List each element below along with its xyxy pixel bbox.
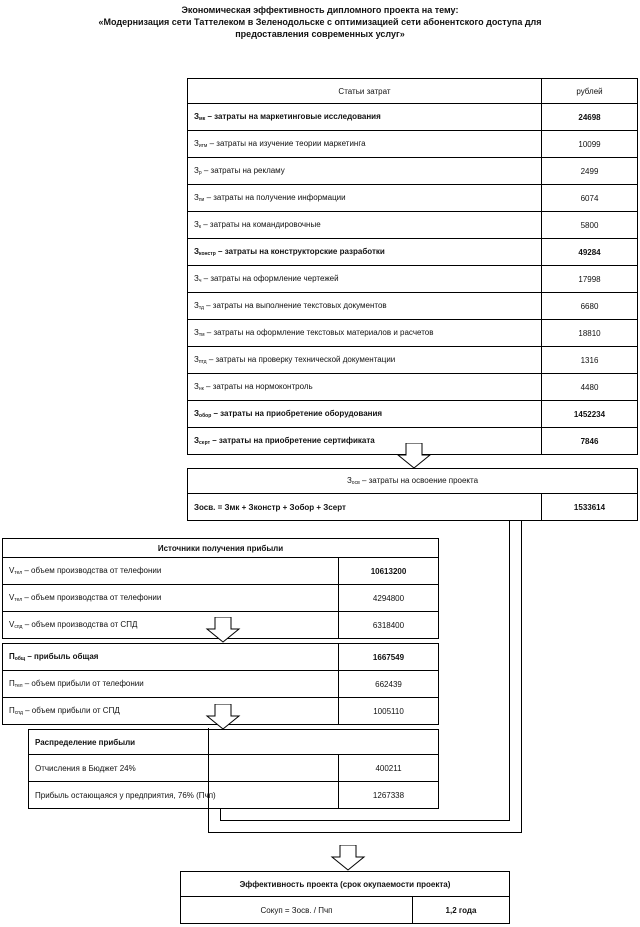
symbol: З bbox=[194, 274, 199, 283]
symbol-subscript: спд bbox=[14, 624, 23, 630]
cost-item bbox=[188, 266, 542, 293]
connector-inner-bottom bbox=[220, 820, 510, 821]
cost-item bbox=[188, 212, 542, 239]
total-formula: Зосв. = Змк + Зконстр + Зобор + Зсерт bbox=[188, 494, 542, 521]
label-text: – затраты на получение информации bbox=[204, 193, 346, 202]
label-text: – затраты на маркетинговые исследования bbox=[205, 112, 381, 121]
revenue-value: 4294800 bbox=[339, 585, 439, 612]
cost-item bbox=[188, 347, 542, 374]
cost-value: 1316 bbox=[542, 347, 638, 374]
revenue-item bbox=[3, 558, 339, 585]
label-text: – затраты на конструкторские разработки bbox=[215, 247, 385, 256]
cost-row bbox=[188, 158, 638, 185]
down-arrow-icon bbox=[396, 443, 432, 469]
distribution-item: Отчисления в Бюджет 24% bbox=[29, 755, 339, 782]
distribution-row bbox=[29, 782, 439, 809]
total-subscript: осв bbox=[351, 480, 360, 486]
cost-item bbox=[188, 104, 542, 131]
cost-row bbox=[188, 320, 638, 347]
label-text: – объем производства от телефонии bbox=[22, 593, 162, 602]
profit-item bbox=[3, 698, 339, 725]
document-title-line2: «Модернизация сети Таттелеком в Зеленодольске с оптимизацией сети абонентского доступа для bbox=[98, 17, 542, 27]
costs-header-value: рублей bbox=[542, 79, 638, 104]
symbol-subscript: констр bbox=[199, 251, 216, 257]
cost-value: 7846 bbox=[542, 428, 638, 455]
label-text: – затраты на приобретение сертификата bbox=[210, 436, 375, 445]
total-symbol: З bbox=[346, 476, 352, 485]
symbol-subscript: тм bbox=[198, 332, 205, 338]
symbol-subscript: мк bbox=[199, 116, 206, 122]
symbol-subscript: тел bbox=[14, 597, 23, 603]
symbol: З bbox=[194, 247, 200, 256]
label-text: – затраты на проверку технической документации bbox=[206, 355, 396, 364]
symbol-subscript: нк bbox=[198, 386, 204, 392]
label-text: – затраты на оформление текстовых материалов и расчетов bbox=[204, 328, 434, 337]
profit-item bbox=[3, 644, 339, 671]
symbol-subscript: ч bbox=[198, 278, 202, 284]
symbol: З bbox=[194, 139, 199, 148]
cost-item bbox=[188, 374, 542, 401]
label-text: – объем прибыли от СПД bbox=[22, 706, 120, 715]
total-label bbox=[188, 469, 638, 494]
symbol: З bbox=[194, 112, 200, 121]
symbol-subscript: тд bbox=[198, 305, 204, 311]
symbol-subscript: р bbox=[198, 170, 202, 176]
profit-row bbox=[3, 644, 439, 671]
cost-row bbox=[188, 185, 638, 212]
efficiency-table bbox=[180, 871, 510, 924]
label-text: – объем прибыли от телефонии bbox=[22, 679, 144, 688]
cost-value: 17998 bbox=[542, 266, 638, 293]
connector-inner-left bbox=[220, 808, 221, 820]
symbol: З bbox=[194, 301, 199, 310]
symbol-subscript: тел bbox=[14, 570, 23, 576]
cost-value: 24698 bbox=[542, 104, 638, 131]
symbol-subscript: к bbox=[198, 224, 202, 230]
symbol: З bbox=[194, 220, 199, 229]
down-arrow-icon bbox=[205, 617, 241, 643]
symbol: V bbox=[9, 620, 15, 629]
costs-table bbox=[187, 78, 638, 455]
total-value: 1533614 bbox=[542, 494, 638, 521]
profit-value: 662439 bbox=[339, 671, 439, 698]
symbol: З bbox=[194, 436, 200, 445]
symbol: З bbox=[194, 355, 199, 364]
label-text: – затраты на командировочные bbox=[201, 220, 321, 229]
revenue-item bbox=[3, 612, 339, 639]
distribution-header: Распределение прибыли bbox=[29, 730, 439, 755]
cost-item bbox=[188, 131, 542, 158]
symbol-subscript: спд bbox=[14, 710, 23, 716]
total-label-text: – затраты на освоение проекта bbox=[359, 476, 479, 485]
label-text: – затраты на рекламу bbox=[201, 166, 285, 175]
revenue-row bbox=[3, 558, 439, 585]
cost-value: 10099 bbox=[542, 131, 638, 158]
cost-row bbox=[188, 401, 638, 428]
distribution-item: Прибыль остающаяся у предприятия, 76% (Пчп) bbox=[29, 782, 339, 809]
document-title-line3: предоставления современных услуг» bbox=[235, 29, 405, 39]
label-text: – объем производства от СПД bbox=[22, 620, 138, 629]
symbol-subscript: птд bbox=[198, 359, 207, 365]
label-text: – затраты на оформление чертежей bbox=[201, 274, 339, 283]
efficiency-value: 1,2 года bbox=[413, 897, 510, 924]
cost-value: 18810 bbox=[542, 320, 638, 347]
revenue-value: 10613200 bbox=[339, 558, 439, 585]
symbol: З bbox=[194, 409, 200, 418]
revenue-header: Источники получения прибыли bbox=[3, 539, 439, 558]
cost-value: 6074 bbox=[542, 185, 638, 212]
cost-item bbox=[188, 158, 542, 185]
cost-row bbox=[188, 374, 638, 401]
cost-value: 5800 bbox=[542, 212, 638, 239]
label-text: – затраты на нормоконтроль bbox=[203, 382, 313, 391]
connector-inner-right bbox=[509, 520, 510, 820]
cost-row bbox=[188, 212, 638, 239]
cost-value: 49284 bbox=[542, 239, 638, 266]
costs-header-item: Статьи затрат bbox=[188, 79, 542, 104]
cost-row bbox=[188, 104, 638, 131]
cost-item bbox=[188, 239, 542, 266]
symbol: V bbox=[9, 593, 15, 602]
symbol-subscript: пи bbox=[198, 197, 205, 203]
cost-value: 1452234 bbox=[542, 401, 638, 428]
label-text: – прибыль общая bbox=[25, 652, 99, 661]
label-text: – объем производства от телефонии bbox=[22, 566, 162, 575]
label-text: – затраты на изучение теории маркетинга bbox=[207, 139, 366, 148]
symbol-subscript: общ bbox=[14, 656, 26, 662]
label-text: – затраты на выполнение текстовых документов bbox=[203, 301, 387, 310]
cost-value: 6680 bbox=[542, 293, 638, 320]
symbol-subscript: тел bbox=[14, 683, 23, 689]
cost-row bbox=[188, 266, 638, 293]
cost-row bbox=[188, 347, 638, 374]
distribution-table bbox=[28, 729, 439, 809]
distribution-value: 1267338 bbox=[339, 782, 439, 809]
symbol-subscript: итм bbox=[198, 143, 208, 149]
symbol: П bbox=[9, 652, 15, 661]
down-arrow-icon bbox=[205, 704, 241, 730]
profit-item bbox=[3, 671, 339, 698]
symbol: V bbox=[9, 566, 15, 575]
down-arrow-icon bbox=[330, 845, 366, 871]
cost-value: 2499 bbox=[542, 158, 638, 185]
symbol-subscript: обор bbox=[199, 413, 212, 419]
revenue-value: 6318400 bbox=[339, 612, 439, 639]
symbol-subscript: серт bbox=[199, 440, 211, 446]
revenue-row bbox=[3, 585, 439, 612]
label-text: – затраты на приобретение оборудования bbox=[211, 409, 383, 418]
distribution-value: 400211 bbox=[339, 755, 439, 782]
symbol: З bbox=[194, 328, 199, 337]
profit-value: 1005110 bbox=[339, 698, 439, 725]
revenue-item bbox=[3, 585, 339, 612]
cost-item bbox=[188, 401, 542, 428]
symbol: З bbox=[194, 382, 199, 391]
efficiency-formula: Сокуп = Зосв. / Пчп bbox=[181, 897, 413, 924]
profit-value: 1667549 bbox=[339, 644, 439, 671]
efficiency-header: Эффективность проекта (срок окупаемости проекта) bbox=[181, 872, 510, 897]
cost-item bbox=[188, 428, 542, 455]
profit-row bbox=[3, 671, 439, 698]
cost-row bbox=[188, 239, 638, 266]
symbol: П bbox=[9, 679, 15, 688]
symbol: З bbox=[194, 166, 199, 175]
total-table bbox=[187, 468, 638, 521]
cost-value: 4480 bbox=[542, 374, 638, 401]
symbol: П bbox=[9, 706, 15, 715]
cost-item bbox=[188, 320, 542, 347]
cost-item bbox=[188, 293, 542, 320]
cost-row bbox=[188, 131, 638, 158]
document-title-line1: Экономическая эффективность дипломного проекта на тему: bbox=[181, 5, 459, 15]
cost-item bbox=[188, 185, 542, 212]
connector-outer-right bbox=[521, 520, 522, 832]
distribution-row bbox=[29, 755, 439, 782]
cost-row bbox=[188, 293, 638, 320]
symbol: З bbox=[194, 193, 199, 202]
